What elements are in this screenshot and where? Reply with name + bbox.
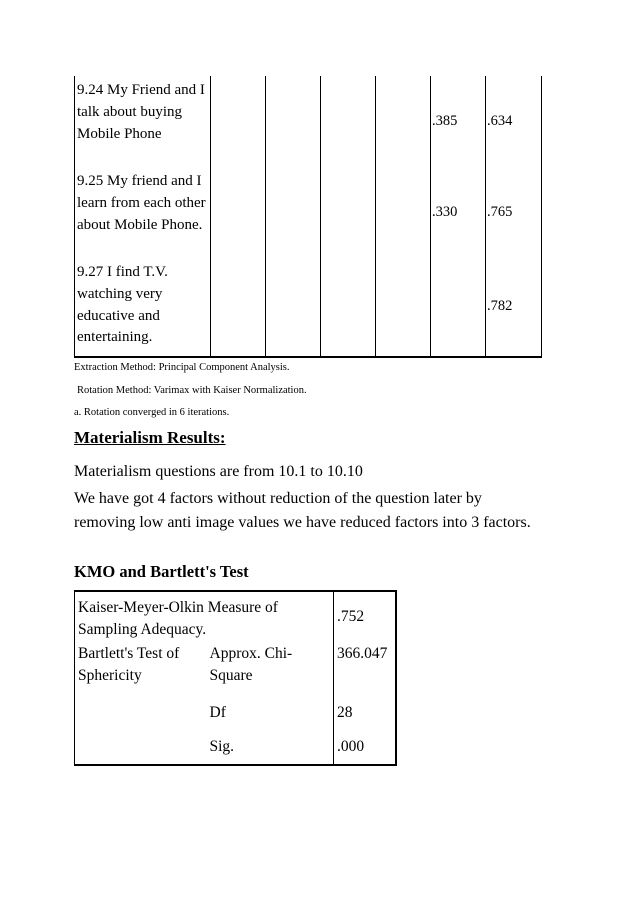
extraction-note: Extraction Method: Principal Component Analysis. [74, 362, 290, 373]
rotated-component-matrix [74, 76, 542, 358]
bartlett-label: Bartlett's Test of Sphericity [75, 641, 207, 697]
loading-value: .634 [486, 76, 542, 167]
table-row [75, 76, 542, 167]
kmo-bartlett-table [74, 590, 397, 766]
sig-value: .000 [334, 729, 396, 765]
kmo-table-title: KMO and Bartlett's Test [74, 562, 249, 581]
sig-label: Sig. [207, 729, 334, 765]
table-row [75, 591, 396, 641]
item-label: 9.24 My Friend and I talk about buying Mobile Phone [75, 76, 211, 167]
chi-square-label: Approx. Chi-Square [207, 641, 334, 697]
section-heading: Materialism Results: [74, 428, 226, 447]
df-value: 28 [334, 697, 396, 729]
loading-value: .765 [486, 167, 542, 258]
df-label: Df [207, 697, 334, 729]
loading-value: .782 [486, 258, 542, 357]
table-row [75, 641, 396, 697]
loading-value: .385 [431, 76, 486, 167]
chi-square-value: 366.047 [334, 641, 396, 697]
table-row [75, 258, 542, 357]
item-label: 9.27 I find T.V. watching very educative and entertaining. [75, 258, 211, 357]
intro-paragraph: Materialism questions are from 10.1 to 10.10 [74, 463, 363, 480]
table-row [75, 697, 396, 729]
loading-value: .330 [431, 167, 486, 258]
item-label: 9.25 My friend and I learn from each other about Mobile Phone. [75, 167, 211, 258]
convergence-note: a. Rotation converged in 6 iterations. [74, 407, 230, 418]
body-paragraph: We have got 4 factors without reduction of the question later by removing low anti image values we have reduced factors into 3 factors. [74, 490, 531, 531]
rotation-note: Rotation Method: Varimax with Kaiser Normalization. [77, 385, 307, 396]
kmo-label: Kaiser-Meyer-Olkin Measure of Sampling Adequacy. [75, 591, 334, 641]
table-row [75, 167, 542, 258]
kmo-value: .752 [334, 591, 396, 641]
table-row [75, 729, 396, 765]
loading-value [431, 258, 486, 357]
